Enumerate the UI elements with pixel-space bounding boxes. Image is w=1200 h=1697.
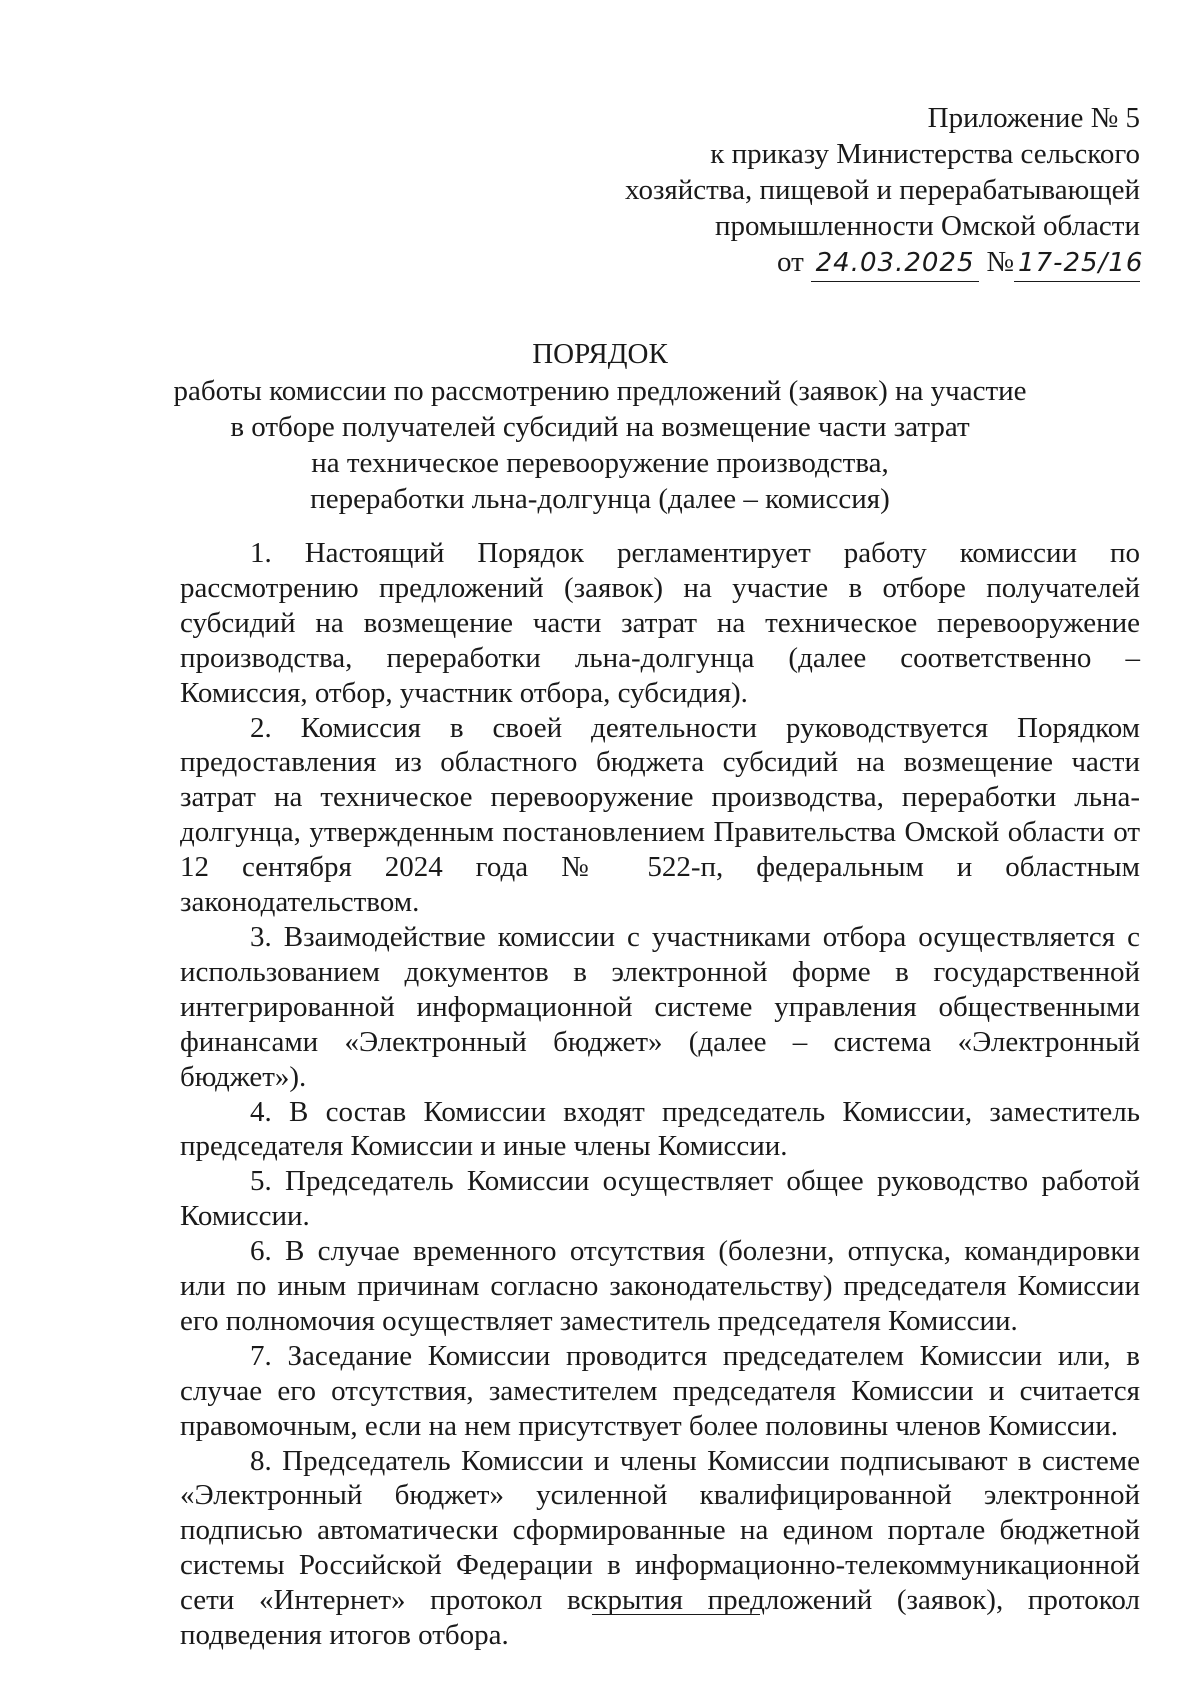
title-subline: в отборе получателей субсидий на возмещение части затрат (230, 411, 970, 443)
paragraph-8: 8. Председатель Комиссии и члены Комиссии подписывают в системе «Электронный бюджет» усиленной квалифицированной электронной подписью автоматически сформированные на едином портале бюджетной системы Российской Федерации в информационно-телекоммуникационной сети «Интернет» протокол вскрытия предложений (заявок), протокол подведения итогов отбора. (180, 1444, 1140, 1652)
paragraph-4: 4. В состав Комиссии входят председатель Комиссии, заместитель председателя Комиссии и иные члены Комиссии. (180, 1095, 1140, 1163)
document-title (160, 336, 1040, 517)
title-subline: на техническое перевооружение производства, (311, 447, 889, 479)
paragraph-1: 1. Настоящий Порядок регламентирует работу комиссии по рассмотрению предложений (заявок) на участие в отборе получателей субсидий на возмещение части затрат на техническое перевооружение производства, переработки льна-долгунца (далее соответственно – Комиссия, отбор, участник отбора, субсидия). (180, 537, 1140, 709)
appendix-header (540, 100, 1144, 282)
number-prefix: № (986, 246, 1014, 278)
appendix-order-line: к приказу Министерства сельского (710, 138, 1140, 170)
title-heading: ПОРЯДОК (532, 338, 668, 370)
paragraph-7: 7. Заседание Комиссии проводится председателем Комиссии или, в случае его отсутствия, заместителем председателя Комиссии и считается правомочным, если на нем присутствует более половины членов Комиссии. (180, 1339, 1140, 1442)
handwritten-date: 24.03.2025 (811, 245, 979, 282)
document-body (180, 536, 1140, 1653)
title-subline: работы комиссии по рассмотрению предложений (заявок) на участие (173, 375, 1027, 407)
paragraph-6: 6. В случае временного отсутствия (болезни, отпуска, командировки или по иным причинам согласно законодательству) председателя Комиссии его полномочия осуществляет заместитель председателя Комиссии. (180, 1235, 1140, 1337)
appendix-region-line: промышленности Омской области (714, 210, 1140, 242)
appendix-ministry-line: хозяйства, пищевой и перерабатывающей (625, 174, 1140, 206)
paragraph-5: 5. Председатель Комиссии осуществляет общее руководство работой Комиссии. (180, 1165, 1140, 1233)
date-prefix: от (777, 246, 804, 278)
paragraph-2: 2. Комиссия в своей деятельности руководствуется Порядком предоставления из областного бюджета субсидий на возмещение части затрат на техническое перевооружение производства, переработки льна-долгунца, утвержденным постановлением Правительства Омской области от 12 сентября 2024 года № 522-п, федеральным и областным законодательством. (180, 711, 1140, 919)
appendix-title: Приложение № 5 (927, 102, 1140, 134)
appendix-date-line (540, 244, 1144, 282)
title-subline: переработки льна-долгунца (далее – комиссия) (310, 483, 890, 515)
handwritten-number: 17-25/16 (1014, 245, 1140, 282)
paragraph-3: 3. Взаимодействие комиссии с участниками отбора осуществляется с использованием документов в электронной форме в государственной интегрированной информационной системе управления общественными финансами «Электронный бюджет» (далее – система «Электронный бюджет»). (180, 920, 1140, 1093)
end-separator-line (592, 1614, 760, 1615)
